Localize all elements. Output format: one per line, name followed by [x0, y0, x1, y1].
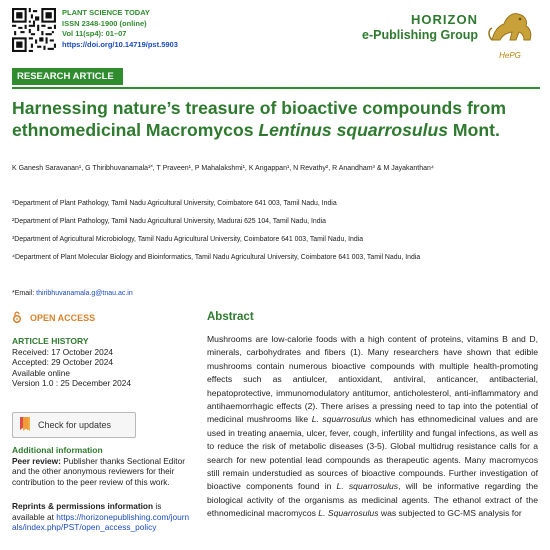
abstract-part-4: was subjected to GC-MS analysis for [378, 508, 522, 519]
history-accepted: Accepted: 29 October 2024 [12, 357, 114, 367]
title-line2-prefix: ethnomedicinal Macromycos [12, 120, 259, 140]
journal-name: PLANT SCIENCE TODAY [62, 8, 150, 17]
email-label: *Email: [12, 290, 37, 297]
abstract-part-2: which has ethnomedicinal values and are used in treating anaemia, ulcer, fever, cough, infertility and fungal infections, as well as to reduce the risk of metabolic diseases (3-5). Global multidrug resistance calls for a search for new potential lead compounds as therapeutic agents. Many macromycos still remain understudied as sources of bioactive compounds. Further investigation of bioactive components found in [207, 414, 539, 492]
title-line2-suffix: Mont. [448, 120, 500, 140]
abstract-body [207, 333, 538, 521]
doi-link[interactable]: https://doi.org/10.14719/pst.5903 [62, 39, 178, 49]
additional-information [12, 445, 192, 533]
hepg-logo-text: HePG [499, 51, 521, 60]
reprints-text: is available at [12, 501, 162, 522]
corresponding-email [12, 290, 133, 297]
header-divider [12, 87, 540, 89]
abstract-species-2: L. squarrosulus [336, 481, 399, 492]
publisher-line1: HORIZON [411, 12, 478, 27]
abstract-part-1: Mushrooms are low-calorie foods with a high content of proteins, vitamins B and D, minerals, carbohydrates and fibers (1). Many researchers have shown that edible mushrooms contain numerous bioactive compounds with multiple health-promoting effects such as antiulcer, antioxidant, antiviral, anticancer, antibacterial, hepatoprotective, immunomodulatory antitumor, anticholesterol, anti-inflammatory and antihaemorrhagic effects (2). There arises a pressing need to tap into the potential of medicinal mushrooms like [207, 334, 538, 425]
history-online: Available online [12, 367, 70, 378]
article-type-badge: RESEARCH ARTICLE [12, 68, 123, 85]
qr-code-icon [12, 8, 56, 52]
article-title [12, 97, 540, 141]
check-for-updates-button[interactable] [12, 412, 136, 438]
reprints-policy-link[interactable]: https://horizonepublishing.com/journals/index.php/PST/open_access_policy [12, 511, 190, 532]
journal-info [62, 8, 178, 50]
peer-review-note [12, 456, 192, 488]
affiliation-2: ²Department of Plant Pathology, Tamil Nadu Agricultural University, Madurai 625 104, Tamil Nadu, India [12, 218, 326, 225]
affiliation-4: ⁴Department of Plant Molecular Biology and Bioinformatics, Tamil Nadu Agricultural University, Coimbatore 641 003, Tamil Nadu, India [12, 254, 421, 261]
open-access-text: OPEN ACCESS [30, 313, 96, 323]
lion-icon [484, 6, 536, 46]
article-history [12, 336, 192, 389]
check-for-updates-label: Check for updates [38, 420, 112, 430]
history-version: Version 1.0 : 25 December 2024 [12, 378, 131, 388]
abstract-heading: Abstract [207, 311, 254, 323]
journal-issn: ISSN 2348-1900 (online) [62, 18, 147, 28]
affiliation-3: ³Department of Agricultural Microbiology, Tamil Nadu Agricultural University, Coimbatore 641 003, Tamil Nadu, India [12, 236, 364, 243]
open-access-label [12, 311, 95, 323]
abstract-species-3: L. Squarrosulus [318, 508, 379, 519]
history-heading: ARTICLE HISTORY [12, 336, 89, 346]
publisher-name [362, 12, 478, 42]
journal-volume: Vol 11(sp4): 01–07 [62, 29, 127, 38]
affiliation-1: ¹Department of Plant Pathology, Tamil Nadu Agricultural University, Coimbatore 641 003, Tamil Nadu, India [12, 200, 337, 207]
reprints-label: Reprints & permissions information [12, 501, 154, 511]
title-line1: Harnessing nature’s treasure of bioactive compounds from [12, 98, 507, 118]
publisher-line2: e-Publishing Group [362, 28, 478, 42]
history-received: Received: 17 October 2024 [12, 346, 114, 357]
email-address-link[interactable]: thiribhuvanamala.g@tnau.ac.in [36, 290, 133, 297]
hepg-lion-logo [484, 6, 536, 58]
check-for-updates-icon [17, 416, 33, 432]
reprints-note [12, 501, 192, 533]
abstract-species-1: L. squarrosulus [311, 414, 372, 425]
additional-heading: Additional information [12, 445, 103, 455]
title-line2 [12, 119, 540, 141]
abstract-part-3: , will be informative regarding the biological activity of the organisms as medicinal agents. The ethanol extract of the ethnomedicinal macromycos [207, 481, 539, 519]
peer-review-label: Peer review: [12, 455, 61, 466]
open-access-lock-icon [12, 311, 22, 323]
author-list: K Ganesh Saravanan¹, G Thiribhuvanamala¹˟, T Praveen¹, P Mahalakshmi¹, K Angappan¹, N Revathy², R Anandham³ & M Jayakanthan⁴ [12, 165, 434, 172]
peer-review-text: Publisher thanks Sectional Editor and the other anonymous reviewers for their contribution to the peer review of this work. [12, 455, 185, 487]
title-species: Lentinus squarrosulus [258, 120, 449, 140]
